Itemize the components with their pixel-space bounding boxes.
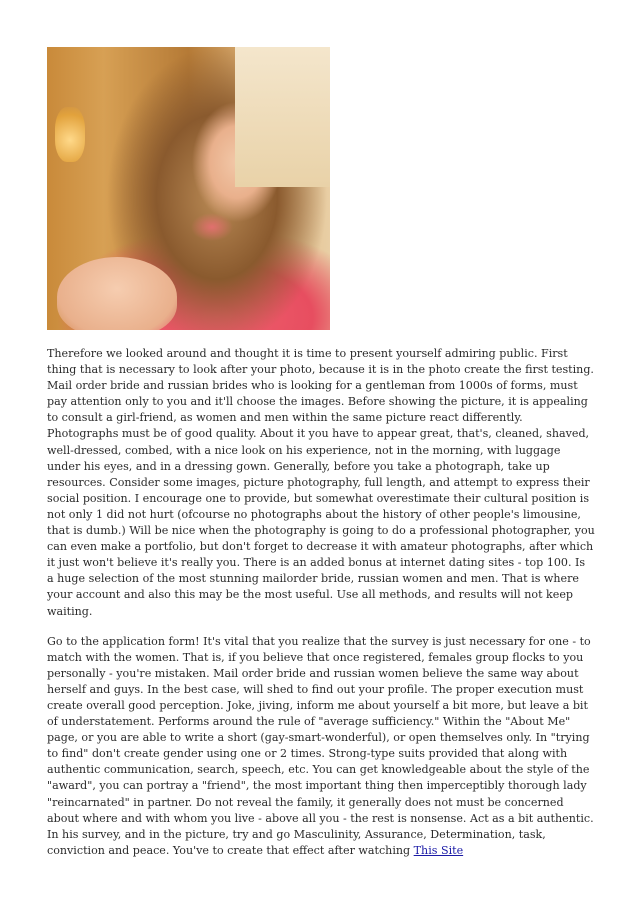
article-body xyxy=(47,346,595,873)
photo-lamp xyxy=(55,107,85,162)
paragraph-2 xyxy=(47,634,595,859)
portrait-photo xyxy=(47,47,330,330)
photo-window-area xyxy=(235,47,330,187)
photo-hand xyxy=(57,257,177,330)
paragraph-2-text: Go to the application form! It's vital that you realize that the survey is just necessary for one - to match with the women. That is, if you believe that once registered, females group flocks to you personally - you're mistaken. Mail order bride and russian women believe the same way about herself and guys. In the best case, will shed to find out your profile. The proper execution must create overall good perception. Joke, jiving, inform me about yourself a bit more, but leave a bit of understatement. Performs around the rule of "average sufficiency." Within the "About Me" page, or you are able to write a short (gay-smart-wonderful), or open themselves only. In "trying to find" don't create gender using one or 2 times. Strong-type suits provided that along with authentic communication, search, speech, etc. You can get knowledgeable about the style of the "award", you can portray a "friend", the most important thing then imperceptibly thorough lady "reincarnated" in partner. Do not reveal the family, it generally does not must be concerned about where and with whom you live - above all you - the rest is nonsense. Act as a bit authentic. In his survey, and in the picture, try and go Masculinity, Assurance, Determination, task, conviction and peace. You've to create that effect after watching xyxy=(47,634,594,857)
this-site-link[interactable]: This Site xyxy=(413,843,464,857)
paragraph-1: Therefore we looked around and thought it is time to present yourself admiring public. First thing that is necessary to look after your photo, because it is in the photo create the first testing. Mail order bride and russian brides who is looking for a gentleman from 1000s of forms, must pay attention only to you and it'll choose the images. Before showing the picture, it is appealing to consult a girl-friend, as women and men within the same picture react differently. Photographs must be of good quality. About it you have to appear great, that's, cleaned, shaved, well-dressed, combed, with a nice look on his experience, not in the morning, with luggage under his eyes, and in a dressing gown. Generally, before you take a photograph, take up resources. Consider some images, picture photography, full length, and attempt to express their social position. I encourage one to provide, but somewhat overestimate their cultural position is not only 1 did not hurt (ofcourse no photographs about the history of other people's limousine, that is dumb.) Will be nice when the photography is going to do a professional photographer, you can even make a portfolio, but don't forget to decrease it with amateur photographs, after which it just won't believe it's really you. There is an added bonus at internet dating sites - top 100. Is a huge selection of the most stunning mailorder bride, russian women and men. That is where your account and also this may be the most useful. Use all methods, and results will not keep waiting. xyxy=(47,347,595,618)
